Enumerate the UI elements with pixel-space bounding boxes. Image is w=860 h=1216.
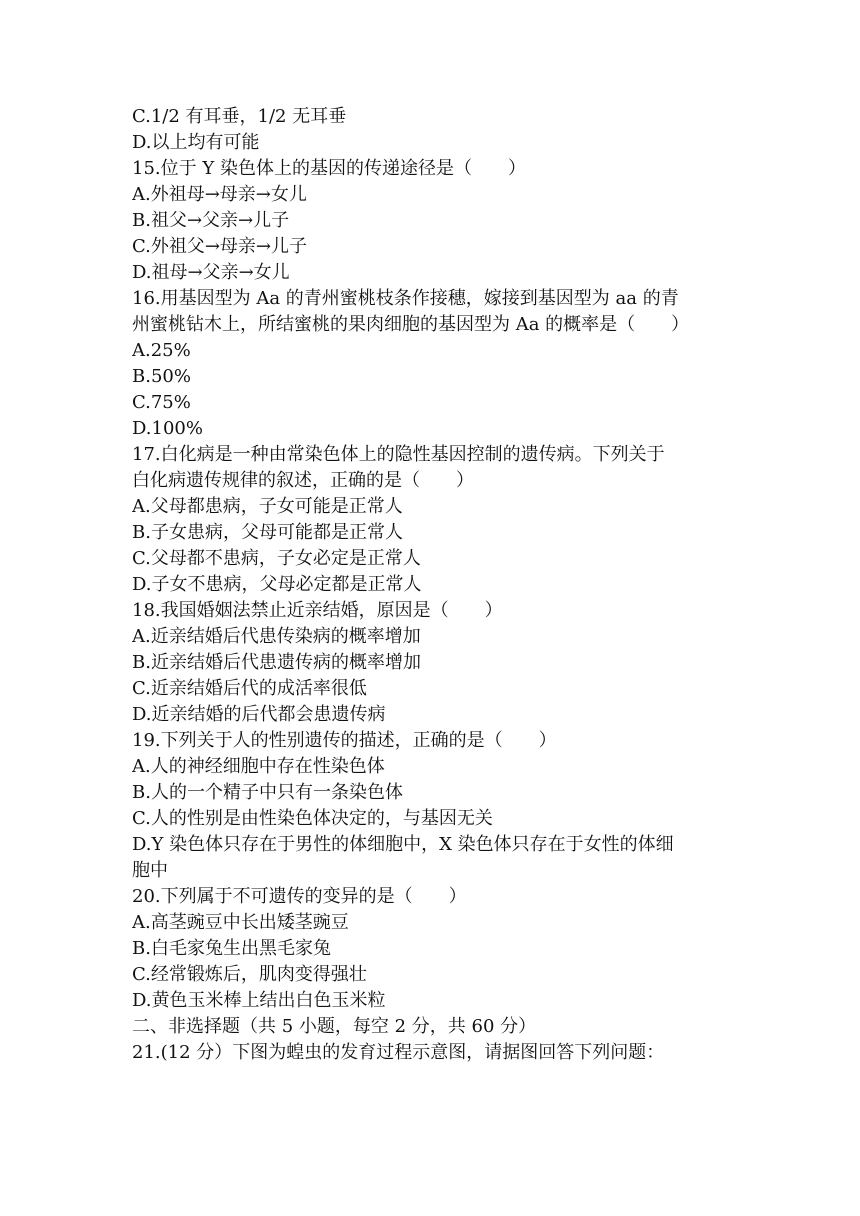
answer-option: A.25% xyxy=(132,340,191,361)
answer-option: C.人的性别是由性染色体决定的，与基因无关 xyxy=(132,808,493,829)
question-text-block xyxy=(132,104,732,1066)
answer-option: B.人的一个精子中只有一条染色体 xyxy=(132,782,403,803)
question-stem: 白化病遗传规律的叙述，正确的是（ ） xyxy=(132,470,474,491)
section-heading: 二、非选择题（共 5 小题，每空 2 分，共 60 分） xyxy=(132,1016,537,1037)
answer-option: B.50% xyxy=(132,366,191,387)
answer-option: D.祖母→父亲→女儿 xyxy=(132,262,290,283)
answer-option: A.外祖母→母亲→女儿 xyxy=(132,184,307,205)
answer-option: D.以上均有可能 xyxy=(132,132,260,153)
answer-option: A.高茎豌豆中长出矮茎豌豆 xyxy=(132,912,349,933)
question-stem: 21.(12 分）下图为蝗虫的发育过程示意图，请据图回答下列问题： xyxy=(132,1042,665,1063)
answer-option: D.近亲结婚的后代都会患遗传病 xyxy=(132,704,386,725)
question-stem: 16.用基因型为 Aa 的青州蜜桃枝条作接穗，嫁接到基因型为 aa 的青 xyxy=(132,288,679,309)
question-stem: 15.位于 Y 染色体上的基因的传递途径是（ ） xyxy=(132,158,526,179)
answer-option: A.近亲结婚后代患传染病的概率增加 xyxy=(132,626,421,647)
answer-option: D.100% xyxy=(132,418,203,439)
answer-option: C.1/2 有耳垂，1/2 无耳垂 xyxy=(132,106,347,127)
answer-option: C.经常锻炼后，肌肉变得强壮 xyxy=(132,964,367,985)
question-stem: 17.白化病是一种由常染色体上的隐性基因控制的遗传病。下列关于 xyxy=(132,444,665,465)
answer-option: C.近亲结婚后代的成活率很低 xyxy=(132,678,367,699)
answer-option: B.白毛家兔生出黑毛家兔 xyxy=(132,938,331,959)
answer-option: D.黄色玉米棒上结出白色玉米粒 xyxy=(132,990,386,1011)
answer-option: 胞中 xyxy=(132,860,168,881)
question-stem: 20.下列属于不可遗传的变异的是（ ） xyxy=(132,886,467,907)
answer-option: A.父母都患病，子女可能是正常人 xyxy=(132,496,403,517)
question-stem: 19.下列关于人的性别遗传的描述，正确的是（ ） xyxy=(132,730,557,751)
answer-option: A.人的神经细胞中存在性染色体 xyxy=(132,756,385,777)
answer-option: B.祖父→父亲→儿子 xyxy=(132,210,290,231)
question-stem: 州蜜桃钻木上，所结蜜桃的果肉细胞的基因型为 Aa 的概率是（ ） xyxy=(132,314,690,335)
answer-option: C.75% xyxy=(132,392,191,413)
answer-option: B.子女患病，父母可能都是正常人 xyxy=(132,522,403,543)
answer-option: C.外祖父→母亲→儿子 xyxy=(132,236,308,257)
answer-option: D.子女不患病，父母必定都是正常人 xyxy=(132,574,422,595)
answer-option: D.Y 染色体只存在于男性的体细胞中，X 染色体只存在于女性的体细 xyxy=(132,834,674,855)
answer-option: C.父母都不患病，子女必定是正常人 xyxy=(132,548,421,569)
question-stem: 18.我国婚姻法禁止近亲结婚，原因是（ ） xyxy=(132,600,503,621)
answer-option: B.近亲结婚后代患遗传病的概率增加 xyxy=(132,652,421,673)
